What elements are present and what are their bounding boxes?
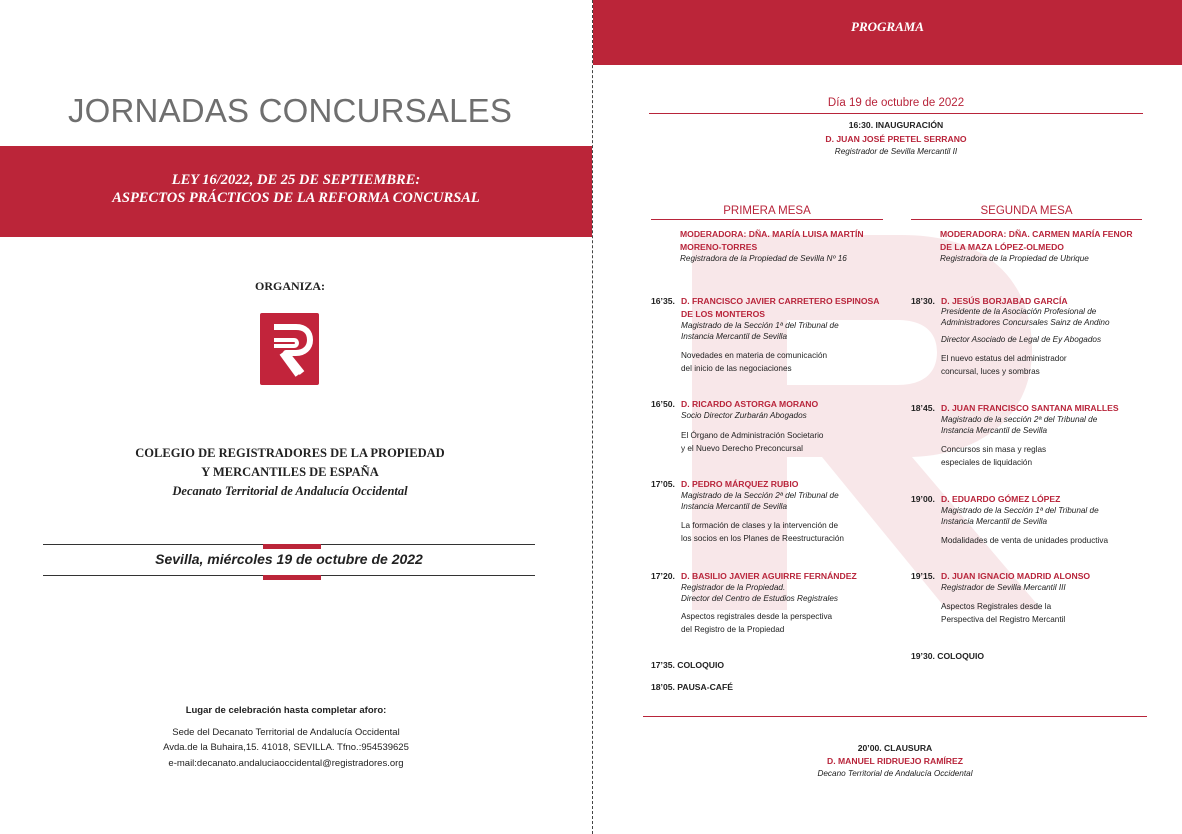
- law-banner: [0, 146, 592, 237]
- opening-time: 16:30. INAUGURACIÓN: [848, 120, 944, 130]
- law-title-line-2: ASPECTOS PRÁCTICOS DE LA REFORMA CONCURSAL: [112, 190, 480, 206]
- talk-topic: Aspectos Registrales desde la: [941, 602, 1052, 611]
- talk-speaker: D. PEDRO MÁRQUEZ RUBIO: [681, 479, 799, 489]
- talk-time: 17’20.: [651, 571, 675, 581]
- talk-role-cont: Instancia Mercantil de Sevilla: [941, 426, 1048, 435]
- opening-role: Registrador de Sevilla Mercantil II: [834, 147, 958, 156]
- talk-speaker: D. BASILIO JAVIER AGUIRRE FERNÁNDEZ: [681, 571, 857, 581]
- talk-time: 16’50.: [651, 399, 675, 409]
- program-day: Día 19 de octubre de 2022: [827, 97, 965, 109]
- opening-speaker: D. JUAN JOSÉ PRETEL SERRANO: [825, 134, 967, 144]
- venue-email: e-mail:decanato.andaluciaoccidental@registradores.org: [168, 758, 404, 769]
- closing-role: Decano Territorial de Andalucía Occidental: [817, 769, 973, 778]
- talk-topic-cont: del Registro de la Propiedad: [681, 625, 785, 634]
- organizer-line-1: COLEGIO DE REGISTRADORES DE LA PROPIEDAD: [135, 446, 445, 460]
- venue-line-1: Sede del Decanato Territorial de Andalucía Occidental: [172, 727, 400, 738]
- date-accent-top: [263, 544, 321, 549]
- talk-time: 18’30.: [911, 296, 935, 306]
- talk-role-cont: Instancia Mercantil de Sevilla: [681, 502, 788, 511]
- talk-topic-cont: y el Nuevo Derecho Preconcursal: [681, 444, 803, 453]
- program-title: PROGRAMA: [851, 19, 924, 34]
- talk-speaker: D. RICARDO ASTORGA MORANO: [681, 399, 819, 409]
- talk-role-cont: Instancia Mercantil de Sevilla: [681, 332, 788, 341]
- talk-role: Magistrado de la Sección 1ª del Tribunal de: [681, 321, 839, 330]
- mesa2-moderator: MODERADORA: DÑA. CARMEN MARÍA FENOR: [940, 229, 1133, 239]
- talk-role: Socio Director Zurbarán Abogados: [681, 411, 807, 420]
- mesa1-title: PRIMERA MESA: [723, 205, 811, 217]
- event-date: Sevilla, miércoles 19 de octubre de 2022: [155, 551, 423, 567]
- talk-topic-cont: especiales de liquidación: [941, 458, 1033, 467]
- talk-topic-cont: Perspectiva del Registro Mercantil: [941, 615, 1066, 624]
- talk-topic-cont: los socios en los Planes de Reestructuración: [681, 534, 844, 543]
- talk-topic: Aspectos registrales desde la perspectiva: [681, 612, 833, 621]
- mesa2-moderator-cont: DE LA MAZA LÓPEZ-OLMEDO: [940, 242, 1064, 252]
- talk-role: Magistrado de la Sección 2ª del Tribunal de: [681, 491, 839, 500]
- mesa1-coloquio: 17’35. COLOQUIO: [651, 660, 725, 670]
- talk-role: Registrador de Sevilla Mercantil III: [941, 583, 1066, 592]
- mesa2-title: SEGUNDA MESA: [980, 205, 1073, 217]
- program-banner: [593, 0, 1182, 65]
- talk-time: 18’45.: [911, 403, 935, 413]
- main-title: JORNADAS CONCURSALES: [67, 92, 513, 129]
- closing-rule: [643, 716, 1147, 717]
- talk-topic: Novedades en materia de comunicación: [681, 351, 828, 360]
- closing-time: 20’00. CLAUSURA: [857, 743, 933, 753]
- talk-speaker: D. EDUARDO GÓMEZ LÓPEZ: [941, 494, 1061, 504]
- venue-heading: Lugar de celebración hasta completar aforo:: [185, 705, 387, 716]
- talk-role-extra: Director Asociado de Legal de Ey Abogados: [941, 335, 1102, 344]
- talk-role: Magistrado de la sección 2ª del Tribunal de: [941, 415, 1098, 424]
- talk-role-cont: Director del Centro de Estudios Registrales: [681, 594, 838, 603]
- talk-topic: Concursos sin masa y reglas: [941, 445, 1047, 454]
- talk-speaker: D. JUAN FRANCISCO SANTANA MIRALLES: [941, 403, 1119, 413]
- organizer-line-2: Y MERCANTILES DE ESPAÑA: [201, 465, 379, 479]
- mesa1-moderator-role: Registradora de la Propiedad de Sevilla Nº 16: [680, 254, 847, 263]
- talk-topic: El nuevo estatus del administrador: [941, 354, 1067, 363]
- talk-role-cont: Administradores Concursales Sainz de Andino: [941, 318, 1110, 327]
- pausa-cafe: 18’05. PAUSA-CAFÉ: [651, 682, 733, 692]
- talk-topic-cont: concursal, luces y sombras: [941, 367, 1040, 376]
- mesa2-coloquio: 19’30. COLOQUIO: [911, 651, 985, 661]
- talk-topic: La formación de clases y la intervención de: [681, 521, 839, 530]
- registradores-r-logo-icon: [260, 313, 319, 385]
- talk-speaker: D. FRANCISCO JAVIER CARRETERO ESPINOSA: [681, 296, 880, 306]
- talk-role: Magistrado de la Sección 1ª del Tribunal de: [941, 506, 1099, 515]
- mesa1-rule: [651, 219, 883, 220]
- date-accent-bottom: [263, 575, 321, 580]
- talk-speaker: D. JUAN IGNACIO MADRID ALONSO: [941, 571, 1091, 581]
- talk-time: 16’35.: [651, 296, 675, 306]
- talk-time: 17’05.: [651, 479, 675, 489]
- talk-topic-cont: del inicio de las negociaciones: [681, 364, 792, 373]
- organizer-line-3: Decanato Territorial de Andalucía Occidental: [172, 484, 408, 498]
- talk-topic: El Órgano de Administración Societario: [681, 431, 824, 440]
- law-title-line-1: LEY 16/2022, DE 25 DE SEPTIEMBRE:: [171, 172, 421, 188]
- organiza-label: ORGANIZA:: [254, 279, 325, 293]
- fold-divider: [592, 0, 593, 834]
- talk-time: 19’15.: [911, 571, 935, 581]
- talk-topic: Modalidades de venta de unidades productiva: [941, 536, 1109, 545]
- talk-speaker: D. JESÚS BORJABAD GARCÍA: [941, 296, 1068, 306]
- mesa2-moderator-role: Registradora de la Propiedad de Ubrique: [940, 254, 1089, 263]
- day-rule: [649, 113, 1143, 114]
- talk-speaker-cont: DE LOS MONTEROS: [681, 309, 766, 319]
- talk-role-cont: Instancia Mercantil de Sevilla: [941, 517, 1048, 526]
- closing-speaker: D. MANUEL RIDRUEJO RAMÍREZ: [827, 756, 963, 766]
- talk-time: 19’00.: [911, 494, 935, 504]
- mesa1-moderator-cont: MORENO-TORRES: [680, 242, 758, 252]
- mesa2-rule: [911, 219, 1142, 220]
- mesa1-moderator: MODERADORA: DÑA. MARÍA LUISA MARTÍN: [680, 229, 864, 239]
- talk-role: Registrador de la Propiedad.: [681, 583, 786, 592]
- talk-role: Presidente de la Asociación Profesional de: [941, 307, 1097, 316]
- venue-line-2: Avda.de la Buhaira,15. 41018, SEVILLA. Tfno.:954539625: [163, 742, 409, 753]
